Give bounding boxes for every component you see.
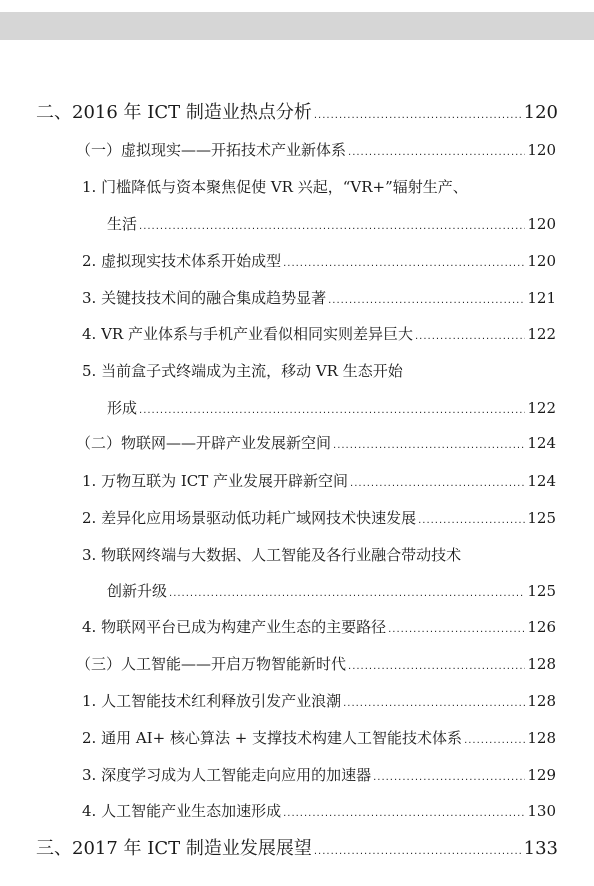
toc-entry-vr-2[interactable] xyxy=(82,250,556,271)
toc-page: 124 xyxy=(527,434,556,452)
toc-entry-vr-3[interactable] xyxy=(82,287,556,308)
toc-page: 130 xyxy=(527,802,556,820)
leader-dots xyxy=(328,295,525,306)
toc-title: （二）物联网——开辟产业发展新空间 xyxy=(76,434,332,452)
toc-title: 生活 xyxy=(107,215,138,233)
toc-title: 形成 xyxy=(107,399,138,417)
toc-page: 126 xyxy=(527,618,556,636)
toc-entry-iot-1[interactable] xyxy=(82,470,556,491)
toc-entry-iot-3-line1[interactable]: 3. 物联网终端与大数据、人工智能及各行业融合带动技术 xyxy=(82,546,462,564)
toc-entry-ai-3[interactable] xyxy=(82,764,556,785)
toc-entry-iot-2[interactable] xyxy=(82,507,556,528)
toc-entry-iot[interactable] xyxy=(76,432,556,453)
toc-title: 三、2017 年 ICT 制造业发展展望 xyxy=(36,838,312,859)
leader-dots xyxy=(139,405,525,416)
toc-page: 120 xyxy=(523,102,558,123)
toc-entry-vr-5-line1[interactable]: 5. 当前盒子式终端成为主流，移动 VR 生态开始 xyxy=(82,362,403,380)
toc-page: 128 xyxy=(527,729,556,747)
leader-dots xyxy=(169,588,525,599)
leader-dots xyxy=(283,258,525,269)
toc-title: 4. 物联网平台已成为构建产业生态的主要路径 xyxy=(82,618,387,636)
leader-dots xyxy=(350,478,525,489)
leader-dots xyxy=(388,624,525,635)
toc-entry-ai-4[interactable] xyxy=(82,800,556,821)
leader-dots xyxy=(373,772,525,783)
toc-entry-iot-3-line2[interactable] xyxy=(107,580,556,601)
toc-title: 创新升级 xyxy=(107,582,168,600)
toc-entry-iot-4[interactable] xyxy=(82,616,556,637)
leader-dots xyxy=(348,147,525,158)
toc-title: 2. 差异化应用场景驱动低功耗广域网技术快速发展 xyxy=(82,509,417,527)
toc-page: 129 xyxy=(527,766,556,784)
toc-page: 128 xyxy=(527,692,556,710)
toc-page: 120 xyxy=(527,252,556,270)
toc-entry-vr[interactable] xyxy=(76,139,556,160)
leader-dots xyxy=(464,735,525,746)
toc-title: 1. 万物互联为 ICT 产业发展开辟新空间 xyxy=(82,472,349,490)
toc-page: 120 xyxy=(527,141,556,159)
toc-page: 122 xyxy=(527,399,556,417)
toc-title: 4. 人工智能产业生态加速形成 xyxy=(82,802,282,820)
toc-page: 128 xyxy=(527,655,556,673)
toc-title: （一）虚拟现实——开拓技术产业新体系 xyxy=(76,141,347,159)
toc-title: 2. 虚拟现实技术体系开始成型 xyxy=(82,252,282,270)
toc-entry-vr-1-line2[interactable] xyxy=(107,213,556,234)
toc-title: 2. 通用 AI+ 核心算法 + 支撑技术构建人工智能技术体系 xyxy=(82,729,463,747)
toc-page: 121 xyxy=(527,289,556,307)
leader-dots xyxy=(415,331,525,342)
toc-title: 1. 人工智能技术红利释放引发产业浪潮 xyxy=(82,692,342,710)
toc-page: 125 xyxy=(527,582,556,600)
leader-dots xyxy=(314,846,522,857)
toc-entry-vr-1-line1[interactable]: 1. 门槛降低与资本聚焦促使 VR 兴起，“VR+”辐射生产、 xyxy=(82,178,468,196)
toc-page: 125 xyxy=(527,509,556,527)
leader-dots xyxy=(348,661,525,672)
toc-entry-ai[interactable] xyxy=(76,653,556,674)
leader-dots xyxy=(139,221,525,232)
leader-dots xyxy=(418,515,525,526)
toc-title: 3. 深度学习成为人工智能走向应用的加速器 xyxy=(82,766,372,784)
toc-entry-section-2[interactable] xyxy=(36,98,558,124)
leader-dots xyxy=(283,808,525,819)
toc-title: 4. VR 产业体系与手机产业看似相同实则差异巨大 xyxy=(82,325,413,343)
header-bar xyxy=(0,12,594,40)
toc-page: 120 xyxy=(527,215,556,233)
toc-entry-ai-1[interactable] xyxy=(82,690,556,711)
toc-page: 124 xyxy=(527,472,556,490)
toc-entry-vr-4[interactable] xyxy=(82,323,556,344)
toc-title: 二、2016 年 ICT 制造业热点分析 xyxy=(36,102,312,123)
leader-dots xyxy=(314,110,522,121)
toc-title: （三）人工智能——开启万物智能新时代 xyxy=(76,655,347,673)
toc-page: 133 xyxy=(523,838,558,859)
toc-entry-vr-5-line2[interactable] xyxy=(107,397,556,418)
toc-title: 3. 关键技技术间的融合集成趋势显著 xyxy=(82,289,327,307)
toc-page: 122 xyxy=(527,325,556,343)
toc-entry-ai-2[interactable] xyxy=(82,727,556,748)
leader-dots xyxy=(343,698,525,709)
toc-entry-section-3[interactable] xyxy=(36,834,558,860)
leader-dots xyxy=(333,440,525,451)
